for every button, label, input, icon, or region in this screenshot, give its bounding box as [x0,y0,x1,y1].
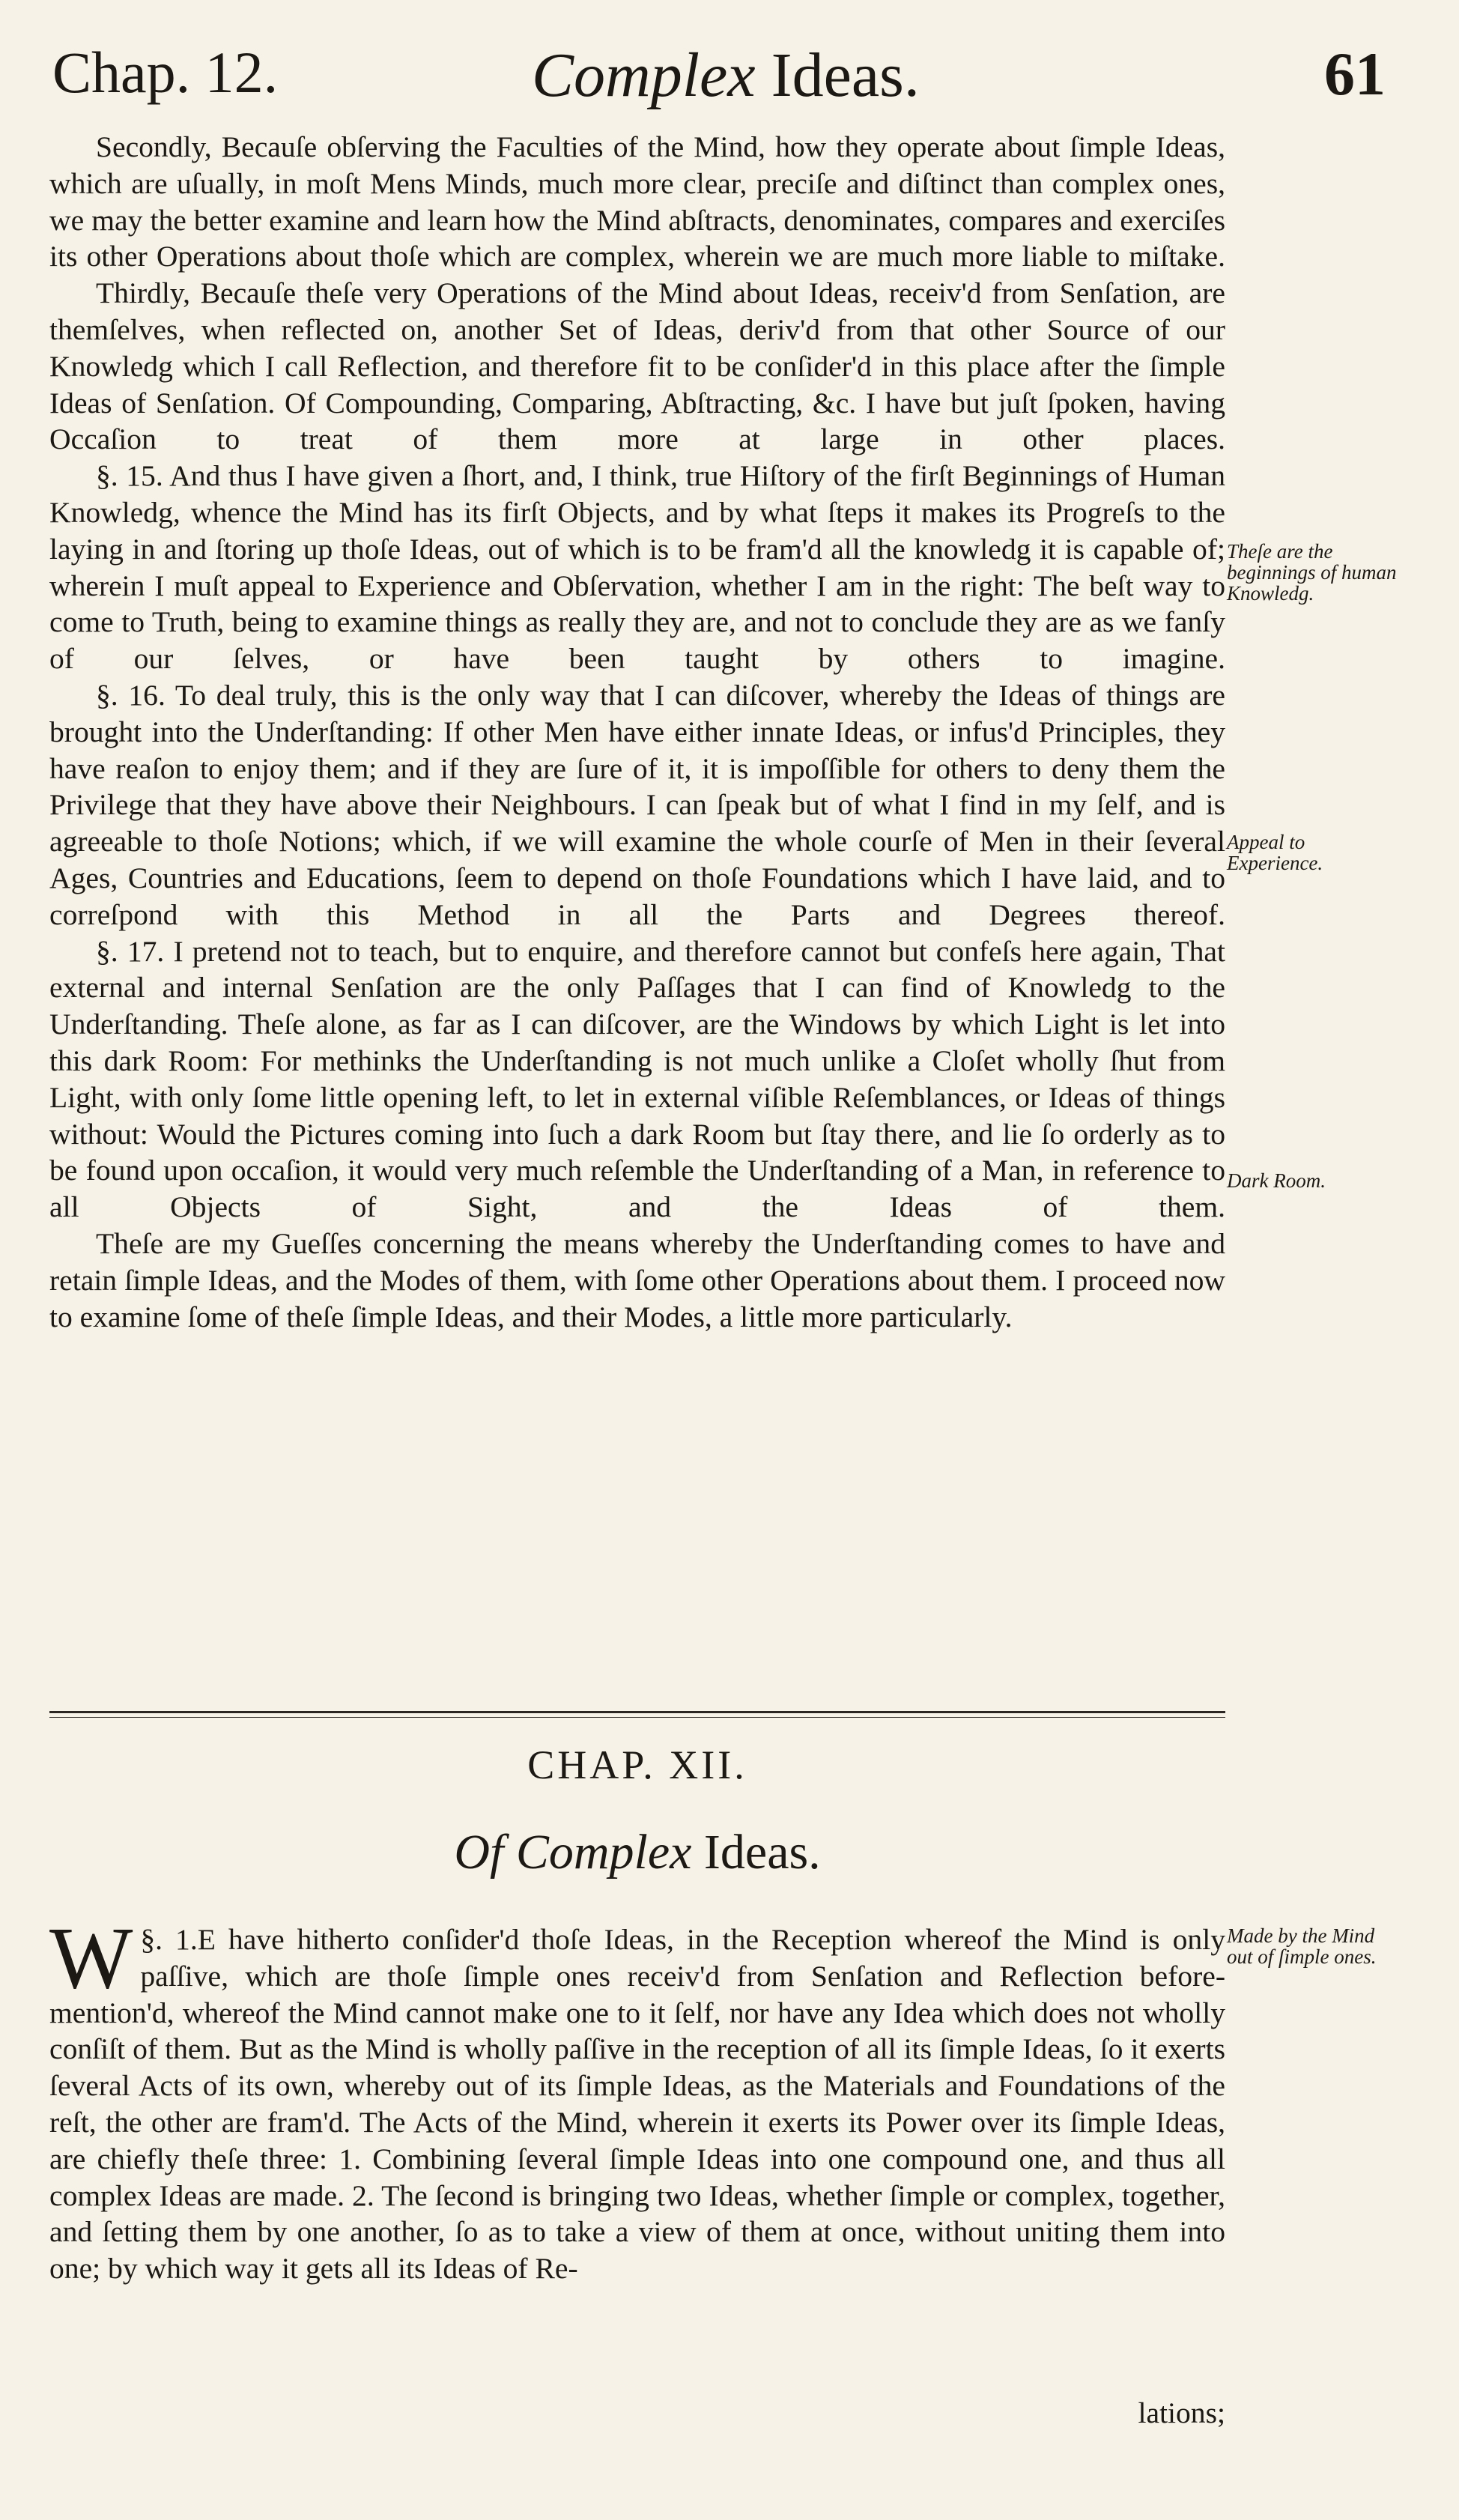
paragraph-chapter-section-1 [49,1909,1226,2287]
paragraph-section-15: §. 15. And thus I have given a ſhort, and, I think, true Hiſtory of the firſt Beginnings of Human Knowledg, whence the Mind has its firſt Objects, and by what ſteps it makes its Progreſs to the laying in and ſtoring up thoſe Ideas, out of which is to be fram'd all the knowledg it is capable of; wherein I muſt appeal to Experience and Obſervation, whether I am in the right: The beſt way to come to Truth, being to examine things as really they are, and not to conclude they are as we fanſy of our ſelves, or have been taught by others to imagine. [49,459,1225,676]
margin-note-beginnings: Theſe are the beginnings of human Knowledg. [1227,540,1397,605]
section-rule [49,1711,1225,1713]
paragraph-thirdly: Thirdly, Becauſe theſe very Operations of the Mind about Ideas, receiv'd from Senſation, are themſelves, when reflected on, another Set of Ideas, deriv'd from that other Source of our Knowledg which I call Reflection, and therefore fit to be conſider'd in this place after the ſimple Ideas of Senſation. Of Compounding, Comparing, Abſtracting, &c. I have but juſt ſpoken, having Occaſion to treat of them more at large in other places. [49,276,1225,456]
running-title-italic: Complex [532,40,756,110]
section-rule-thin [49,1717,1225,1718]
margin-note-made-by-mind: Made by the Mind out of ſimple ones. [1227,1924,1377,1968]
page-number: 61 [1324,40,1386,108]
paragraph-guesses: Theſe are my Gueſſes concerning the means whereby the Underſtanding comes to have and retain ſimple Ideas, and the Modes of them, with ſome other Operations about them. I proceed now to examine ſome of theſe ſimple Ideas, and their Modes, a little more particularly. [49,1226,1225,1333]
chapter-title: CHAP. XII. [527,1742,747,1787]
body-text-upper [49,129,1225,1335]
chapter-label: Chap. 12. [52,40,279,105]
catchword: lations; [1138,2396,1225,2429]
section-label: §. 1. [140,1923,198,1956]
paragraph-section-17: §. 17. I pretend not to teach, but to enquire, and therefore cannot but confeſs here again, That external and internal Senſation are the only Paſſages that I can find of Knowledg to the Underſtanding. Theſe alone, as far as I can diſcover, are the Windows by which Light is let into this dark Room: For methinks the Underſtanding is not much unlike a Cloſet wholly ſhut from Light, with only ſome little opening left, to let in external viſible Reſemblances, or Ideas of things without: Would the Pictures coming into ſuch a dark Room but ſtay there, and lie ſo orderly as to be found upon occaſion, it would very much reſemble the Underſtanding of a Man, in reference to all Objects of Sight, and the Ideas of them. [49,934,1225,1224]
paragraph-section-16: §. 16. To deal truly, this is the only way that I can diſcover, whereby the Ideas of things are brought into the Underſtanding: If other Men have either innate Ideas, or infus'd Principles, they have reaſon to enjoy them; and if they are ſure of it, it is impoſſible for others to deny them the Privilege that they have above their Neighbours. I can ſpeak but of what I find in my ſelf, and is agreeable to thoſe Notions; which, if we will examine the whole courſe of Men in their ſeveral Ages, Countries and Educations, ſeem to depend on thoſe Foundations which I have laid, and to correſpond with this Method in all the Parts and Degrees thereof. [49,678,1225,931]
chapter-subtitle-italic: Of Complex [454,1825,692,1880]
running-title-roman: Ideas. [755,40,920,110]
drop-cap: W [49,1909,133,2007]
margin-note-appeal: Appeal to Experience. [1227,831,1323,874]
body-text-chapter [49,1909,1226,2287]
paragraph-secondly: Secondly, Becauſe obſerving the Faculties of the Mind, how they operate about ſimple Ideas, which are uſually, in moſt Mens Minds, much more clear, preciſe and diſtinct than complex ones, we may the better examine and learn how the Mind abſtracts, denominates, compares and exerciſes its other Operations about thoſe which are complex, wherein we are much more liable to miſtake. [49,130,1225,273]
chapter-paragraph-text: E have hitherto conſider'd thoſe Ideas, in the Reception whereof the Mind is only paſſive, which are thoſe ſimple ones receiv'd from Senſation and Reflection before-mention'd, whereof the Mind cannot make one to it ſelf, nor have any Idea which does not wholly conſiſt of them. But as the Mind is wholly paſſive in the reception of all its ſimple Ideas, ſo it exerts ſeveral Acts of its own, whereby out of its ſimple Ideas, as the Materials and Foundations of the reſt, the other are fram'd. The Acts of the Mind, wherein it exerts its Power over its ſimple Ideas, are chiefly theſe three: 1. Combining ſeveral ſimple Ideas into one compound one, and thus all complex Ideas are made. 2. The ſecond is bringing two Ideas, whether ſimple or complex, together, and ſetting them by one another, ſo as to take a view of them at once, without uniting them into one; by which way it gets all its Ideas of Re- [49,1923,1226,2286]
chapter-subtitle-roman: Ideas. [691,1825,821,1880]
chapter-subtitle [49,1824,1225,1881]
margin-note-dark-room: Dark Room. [1227,1169,1326,1192]
running-header [52,39,1386,121]
running-title [532,39,920,112]
